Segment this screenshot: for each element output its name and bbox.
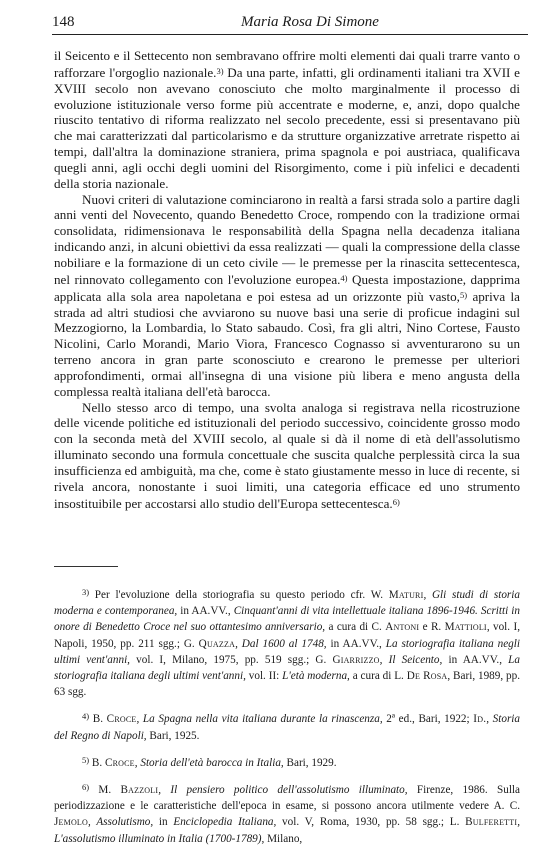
footnote-ref-6[interactable]: 6) xyxy=(392,496,400,507)
footnote-ref-3[interactable]: 3) xyxy=(216,65,224,76)
footnote-3: $^{3)}$ Per l'evoluzione della storiografia su questo periodo cfr. W. Maturi, Gli studi di storia moderna e contemporanea, in AA.VV., Cinquant'anni di vita intellettuale italiana 1896-1946. Scritti in onore di Benedetto Croce nel suo ottantesimo anniversario, a cura di C. Antoni e R. Mattioli, vol. I, Napoli, 1950, pp. 211 sgg.; G. Quazza, Dal 1600 al 1748, in AA.VV., La storiografia italiana negli ultimi vent'anni, vol. I, Milano, 1975, pp. 519 sgg.; G. Giarrizzo, Il Seicento, in AA.VV., La storiografia italiana degli ultimi vent'anni, vol. II: L'età moderna, a cura di L. De Rosa, Bari, 1989, pp. 63 sgg. xyxy=(54,587,520,699)
page-number: 148 xyxy=(52,14,75,30)
footnote-6: $^{6)}$ M. Bazzoli, Il pensiero politico dell'assolutismo illuminato, Firenze, 1986. Sulla periodizzazione e le caratteristiche dell'epoca in esame, si possono ancora utilmente vedere A. C. Jemolo, Assolutismo, in Enciclopedia Italiana, vol. V, Roma, 1930, pp. 58 sgg.; L. Bulferetti, L'assolutismo illuminato in Italia (1700-1789), Milano, xyxy=(54,782,521,845)
footnote-ref-5[interactable]: 5) xyxy=(459,289,468,300)
running-title: Maria Rosa Di Simone xyxy=(241,14,379,30)
page-header xyxy=(52,12,528,35)
footnote-5: $^{5)}$ B. Croce, Storia dell'età barocca in Italia, Bari, 1929. xyxy=(82,754,337,769)
paragraph-2: Nuovi criteri di valutazione cominciarono in realtà a farsi strada solo a partire dagli anni venti del Novecento, quando Benedetto Croce, rompendo con la tradizione ormai consolidata, ridimensionava le responsabilità della Spagna nella decadenza italiana indicando anzi, in alcuni obiettivi da essa realizzati — quali la compressione della classe nobiliare e la formazione di un ceto civile — le premesse per la rinascita settecentesca, nel rinnovato collegamento con l'evoluzione europea.$^{4)}$ Questa impostazione, dapprima applicata alla sola area napoletana e poi estesa ad un orizzonte più vasto,$^{5)}$ apriva la strada ad altri studiosi che avviarono su nuove basi una serie di proficue indagini sul Mezzogiorno, la Lombardia, lo Stato sabaudo. Così, fra gli altri, Nino Cortese, Fausto Nicolini, Carlo Morandi, Mario Viora, Francesco Cognasso si avventurarono su un terreno ancora in gran parte sconosciuto e crearono le premesse per ulteriori approfondimenti, ormai all'insegna di una visione più libera e meno angusta della complessa realtà italiana dell'età barocca. xyxy=(54,191,520,399)
footnote-4: $^{4)}$ B. Croce, La Spagna nella vita italiana durante la rinascenza, 2ª ed., Bari, 1922; Id., Storia del Regno di Napoli, Bari, 1925. xyxy=(54,711,521,742)
main-text xyxy=(54,48,520,511)
paragraph-1: il Seicento e il Settecento non sembravano offrire molti elementi dai quali trarre vanto o rafforzare l'orgoglio nazionale.$^{3)}$ Da una parte, infatti, gli ordinamenti italiani tra XVII e XVIII secolo non avevano conosciuto che molto marginalmente il processo di evoluzione istituzionale verso forme più accentrate e moderne, e, anzi, dopo qualche riuscito tentativo di riforma realizzato nel secolo precedente, essi si presentavano più che mai caratterizzati dal particolarismo e da strutture organizzative arretrate rispetto ai tempi, dall'altra la dominazione straniera, prima spagnola e poi austriaca, qualificava quegli anni, agli occhi degli uomini del Risorgimento, come i più infelici e decadenti della storia nazionale. xyxy=(54,48,520,191)
footnotes xyxy=(54,584,520,847)
footnote-separator xyxy=(54,566,118,567)
paragraph-3: Nello stesso arco di tempo, una svolta analoga si registrava nella ricostruzione delle vicende politiche ed istituzionali del periodo successivo, coincidente grosso modo con la seconda metà del XVIII secolo, al quale si dà il nome di età dell'assolutismo illuminato secondo una formula concettuale che suscita qualche perplessità circa la sua insufficienza ed ambiguità, ma che, come è stato giustamente messo in luce di recente, si rivela ancora, nonostante i suoi limiti, una categoria efficace ed uno strumento insostituibile per accostarsi allo studio dell'Europa settecentesca.$^{6)}$ xyxy=(54,399,520,511)
footnote-ref-4[interactable]: 4) xyxy=(340,272,348,283)
